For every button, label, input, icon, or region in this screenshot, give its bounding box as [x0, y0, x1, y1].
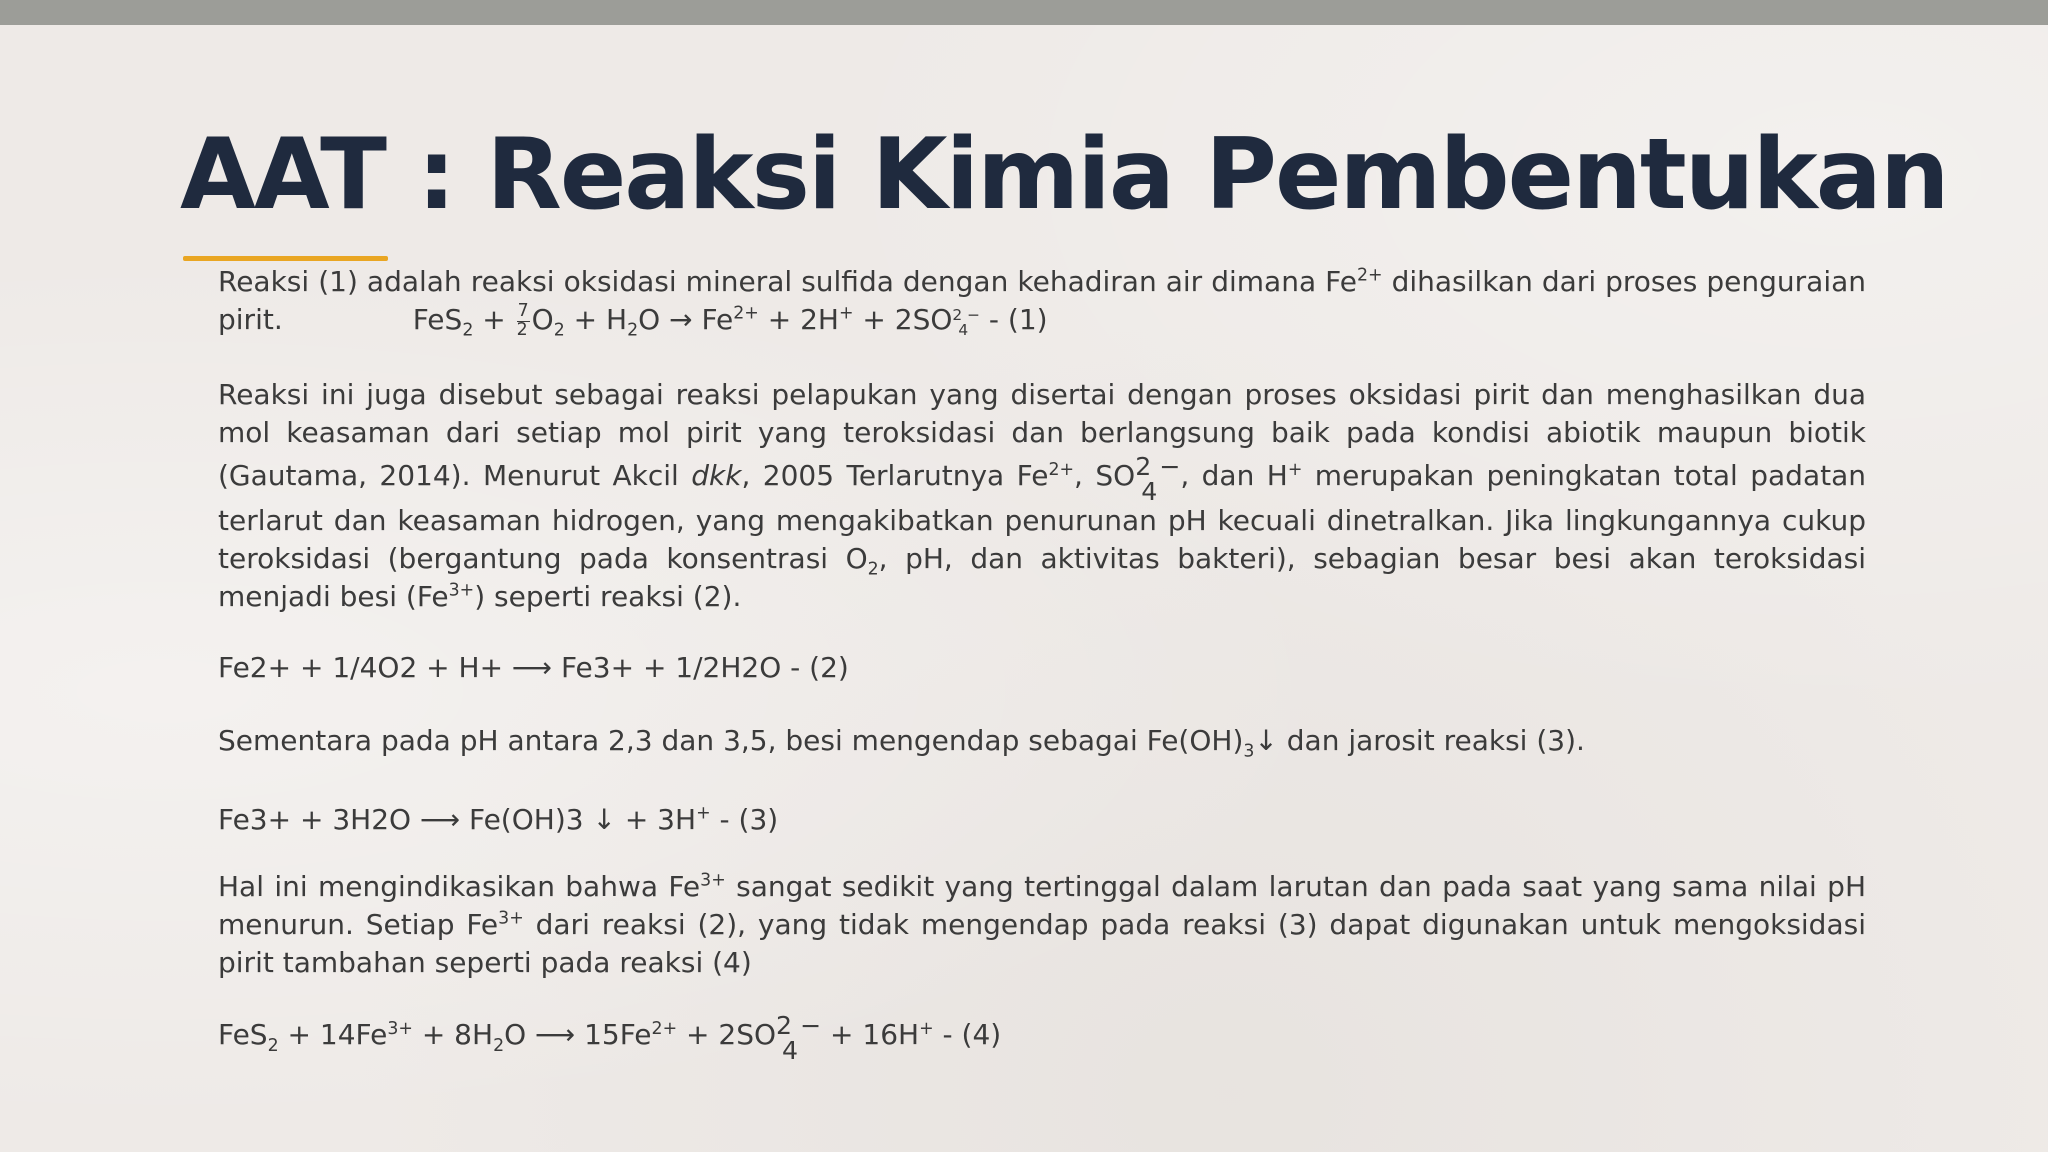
equation-1: FeS$_2$ + $\frac{7}{2}$ $O_2 + H_2O \to Fe^{2+} + 2H^+ + 2SO$ 2 − 4 - (1): [412, 301, 1048, 341]
equation-2: Fe2+ + 1/4O2 + H+ ⟶ Fe3+ + 1/2H2O - (2): [218, 651, 849, 684]
paragraph-2: Reaksi ini juga disebut sebagai reaksi pelapukan yang disertai dengan proses oksidasi pirit dan menghasilkan dua mol keasaman dari setiap mol pirit yang teroksidasi dan berlangsung baik pada kondisi abiotik maupun biotik (Gautama, 2014). Menurut Akcil dkk, 2005 Terlarutnya $Fe^{2+}$, SO 2 − 4 , dan H+ merupakan peningkatan total padatan terlarut dan keasaman hidrogen, yang mengakibatkan penurunan pH kecuali dinetralkan. Jika lingkungannya cukup teroksidasi (bergantung pada konsentrasi $O_2$, pH, dan aktivitas bakteri), sebagian besar besi akan teroksidasi menjadi besi $(Fe^{3+})$ seperti reaksi (2).: [218, 378, 1866, 614]
title-accent-line: [183, 256, 388, 261]
paragraph-3: Sementara pada pH antara 2,3 dan 3,5, besi mengendap sebagai $Fe(OH)_3↓$ dan jarosit reaksi (3).: [218, 724, 1585, 762]
sulfate-charge: 2 − 4: [1135, 452, 1181, 507]
equation-3: Fe3+ + 3H2O ⟶ Fe(OH)3 ↓ + 3H+ - (3): [218, 803, 779, 836]
equation-4: $FeS_2 + 14Fe^{3+} + 8H_2O$ ⟶ $15Fe^{2+} + 2SO$ 2 − 4 + 16H+ - (4): [218, 1011, 1002, 1066]
paragraph-4: Hal ini mengindikasikan bahwa $Fe^{3+}$ sangat sedikit yang tertinggal dalam larutan dan pada saat yang sama nilai pH menurun. Setiap $Fe^{3+}$ dari reaksi (2), yang tidak mengendap pada reaksi (3) dapat digunakan untuk mengoksidasi pirit tambahan seperti pada reaksi (4): [218, 870, 1866, 979]
paragraph-1: Reaksi (1) adalah reaksi oksidasi mineral sulfida dengan kehadiran air dimana $Fe^{2+}$ dihasilkan dari proses penguraian pirit. FeS$_2$ + $\frac{7}{2}$ $O_2 + H_2O \to Fe^{2+} + 2H^+ + 2SO$ 2 − 4 - (1): [218, 265, 1866, 341]
slide-title: AAT : Reaksi Kimia Pembentukan: [180, 118, 1948, 232]
fraction-7-2: $\frac{7}{2}$: [516, 301, 529, 340]
top-bar: [0, 0, 2048, 25]
sulfate-charge-eq4: 2 − 4: [776, 1011, 822, 1066]
